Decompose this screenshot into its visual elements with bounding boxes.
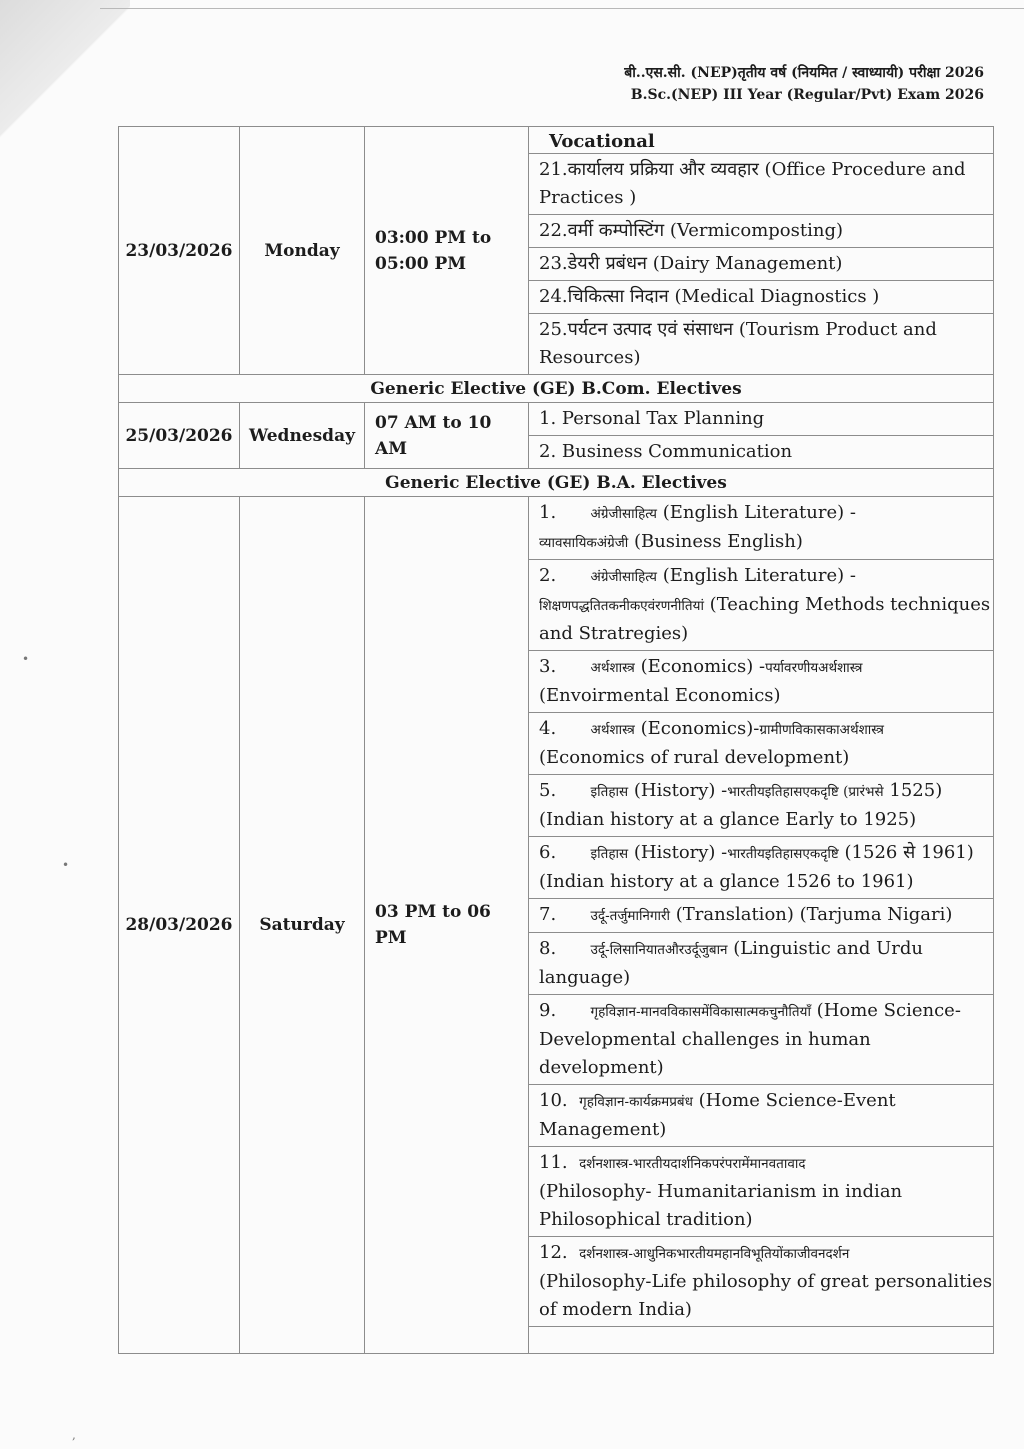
table-row: [119, 127, 994, 154]
vocational-item: 22.वर्मी कम्पोस्टिंग (Vermicomposting): [529, 215, 994, 248]
ba-item: 7. उर्दू-तर्जुमानिगारी (Translation) (Tarjuma Nigari): [529, 899, 994, 933]
scan-speck: ,: [72, 1428, 76, 1442]
scan-speck: •: [62, 858, 70, 872]
header-english-title: B.Sc.(NEP) III Year (Regular/Pvt) Exam 2026: [630, 87, 984, 103]
vocational-item: 23.डेयरी प्रबंधन (Dairy Management): [529, 248, 994, 281]
vocational-heading: Vocational: [529, 127, 994, 154]
vocational-item: 25.पर्यटन उत्पाद एवं संसाधन (Tourism Product and Resources): [529, 314, 994, 375]
scan-speck: •: [22, 652, 30, 666]
ba-heading: Generic Elective (GE) B.A. Electives: [119, 469, 994, 497]
bcom-heading: Generic Elective (GE) B.Com. Electives: [119, 375, 994, 403]
table-row: [119, 403, 994, 436]
exam-day: Monday: [240, 127, 365, 375]
page-header: [624, 62, 984, 106]
section-heading-row: [119, 375, 994, 403]
ba-item: 12. दर्शनशास्त्र-आधुनिकभारतीयमहानविभूतियोंकाजीवनदर्शन (Philosophy-Life philosophy of great personalities of modern India): [529, 1237, 994, 1327]
ba-item: 2. अंग्रेजीसाहित्य (English Literature) - शिक्षणपद्धतितकनीकएवंरणनीतियां (Teaching Methods techniques and Stratregies): [529, 560, 994, 651]
bcom-item: 1. Personal Tax Planning: [529, 403, 994, 436]
vocational-item: 24.चिकित्सा निदान (Medical Diagnostics ): [529, 281, 994, 314]
exam-date: 23/03/2026: [119, 127, 240, 375]
ba-item: 3. अर्थशास्त्र (Economics) -पर्यावरणीयअर्थशास्त्र (Envoirmental Economics): [529, 651, 994, 713]
ba-item: 4. अर्थशास्त्र (Economics)-ग्रामीणविकासकाअर्थशास्त्र (Economics of rural development): [529, 713, 994, 775]
exam-day: Saturday: [240, 497, 365, 1354]
header-hindi-title: बी..एस.सी. (NEP)तृतीय वर्ष (नियमित / स्वाध्यायी) परीक्षा 2026: [624, 65, 984, 81]
ba-item: 11. दर्शनशास्त्र-भारतीयदार्शनिकपरंपरामेंमानवतावाद (Philosophy- Humanitarianism in indian Philosophical tradition): [529, 1147, 994, 1237]
exam-time: 03:00 PM to 05:00 PM: [365, 127, 529, 375]
section-heading-row: [119, 469, 994, 497]
exam-day: Wednesday: [240, 403, 365, 469]
exam-date: 25/03/2026: [119, 403, 240, 469]
vocational-item: 21.कार्यालय प्रक्रिया और व्यवहार (Office Procedure and Practices ): [529, 154, 994, 215]
ba-item: 5. इतिहास (History) -भारतीयइतिहासएकदृष्टि (प्रारंभसे 1525) (Indian history at a glance Early to 1925): [529, 775, 994, 837]
ba-item: 1. अंग्रेजीसाहित्य (English Literature) - व्यावसायिकअंग्रेजी (Business English): [529, 497, 994, 560]
ba-item: 9. गृहविज्ञान-मानवविकासमेंविकासात्मकचुनौतियाँ (Home Science-Developmental challenges in human development): [529, 995, 994, 1085]
folded-corner: [0, 0, 130, 170]
exam-date: 28/03/2026: [119, 497, 240, 1354]
empty-cell: [529, 1327, 994, 1354]
scan-top-edge: [100, 8, 1024, 9]
ba-item: 8. उर्दू-लिसानियातऔरउर्दूजुबान (Linguistic and Urdu language): [529, 933, 994, 995]
exam-schedule-table: [118, 126, 994, 1354]
table-row: [119, 497, 994, 560]
bcom-item: 2. Business Communication: [529, 436, 994, 469]
exam-time: 07 AM to 10 AM: [365, 403, 529, 469]
ba-item: 6. इतिहास (History) -भारतीयइतिहासएकदृष्टि (1526 से 1961) (Indian history at a glance 1526 to 1961): [529, 837, 994, 899]
ba-item: 10. गृहविज्ञान-कार्यक्रमप्रबंध (Home Science-Event Management): [529, 1085, 994, 1147]
exam-time: 03 PM to 06 PM: [365, 497, 529, 1354]
